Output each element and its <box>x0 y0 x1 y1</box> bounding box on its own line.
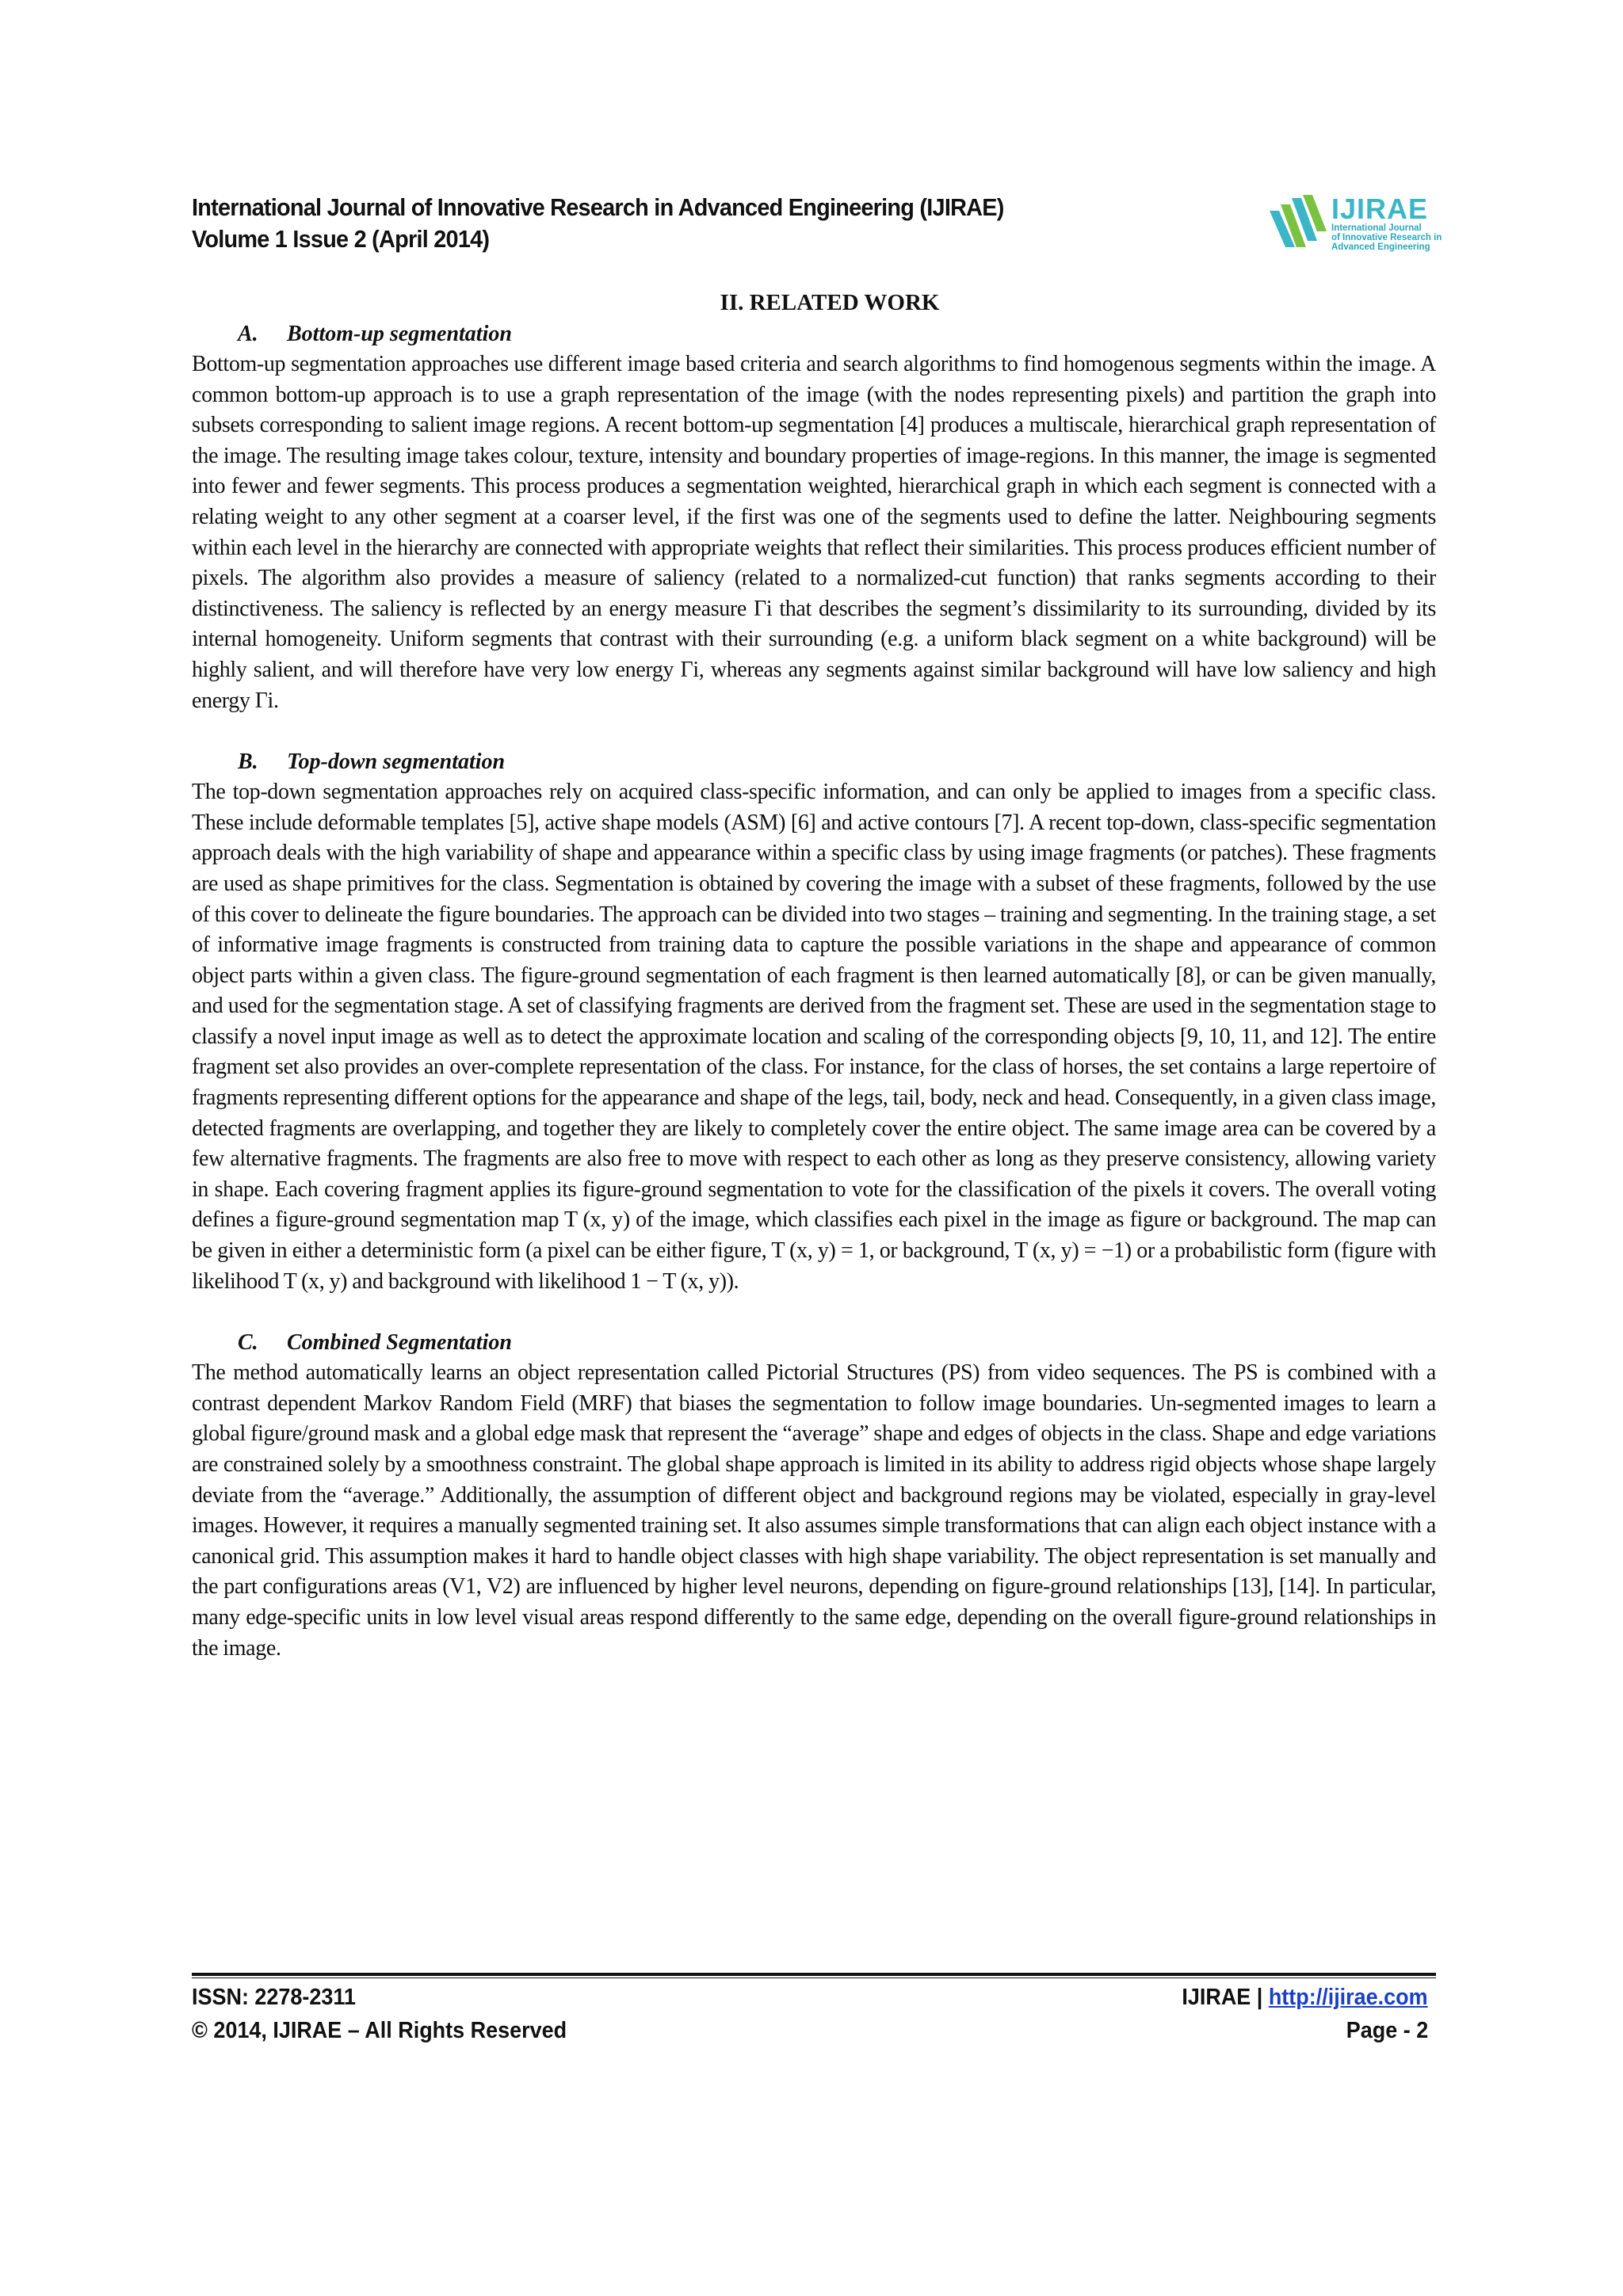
page-header <box>192 192 1436 255</box>
section-title: II. RELATED WORK <box>720 290 940 315</box>
logo-subtitle-line-2: of Innovative Research in <box>1331 233 1442 242</box>
journal-name: International Journal of Innovative Research in Advanced Engineering (IJIRAE) <box>192 193 1004 221</box>
logo-subtitle-line-3: Advanced Engineering <box>1331 242 1430 252</box>
subsection-heading-c <box>238 1327 1436 1358</box>
logo-subtitle-line-1: International Journal <box>1331 223 1422 233</box>
paragraph-combined: The method automatically learns an object representation called Pictorial Structures (PS) from video sequences. The PS is combined with a contrast dependent Markov Random Field (MRF) that biases the segmentation to follow image boundaries. Un-segmented images to learn a global figure/ground mask and a global edge mask that represent the “average” shape and edges of objects in the class. Shape and edge variations are constrained solely by a smoothness constraint. The global shape approach is limited in its ability to address rigid objects whose shape largely deviate from the “average.” Additionally, the assumption of different object and background regions may be violated, especially in gray-level images. However, it requires a manually segmented training set. It also assumes simple transformations that can align each object instance with a canonical grid. This assumption makes it hard to handle object classes with high shape variability. The object representation is set manually and the part configurations areas (V1, V2) are influenced by higher level neurons, depending on figure-ground relationships [13], [14]. In particular, many edge-specific units in low level visual areas respond differently to the same edge, depending on the overall figure-ground relationships in the image. <box>192 1360 1436 1661</box>
footer-journal-link <box>1182 1981 1428 2014</box>
subsection-label: B. <box>238 749 258 775</box>
ijirae-logo <box>1268 195 1442 254</box>
page-footer <box>192 1981 1428 2047</box>
subsection-heading-a <box>238 318 1436 349</box>
paragraph-top-down: The top-down segmentation approaches rely on acquired class-specific information, and can only be applied to images from a specific class. These include deformable templates [5], active shape models (ASM) [6] and active contours [7]. A recent top-down, class-specific segmentation approach deals with the high variability of shape and appearance within a specific class by using image fragments (or patches). These fragments are used as shape primitives for the class. Segmentation is obtained by covering the image with a subset of these fragments, followed by the use of this cover to delineate the figure boundaries. The approach can be divided into two stages – training and segmenting. In the training stage, a set of informative image fragments is constructed from training data to capture the possible variations in the shape and appearance of common object parts within a given class. The figure-ground segmentation of each fragment is then learned automatically [8], or can be given manually, and used for the segmentation stage. A set of classifying fragments are derived from the fragment set. These are used in the segmentation stage to classify a novel input image as well as to detect the approximate location and scaling of the corresponding objects [9, 10, 11, and 12]. The entire fragment set also provides an over-complete representation of the class. For instance, for the class of horses, the set contains a large repertoire of fragments representing different options for the appearance and shape of the legs, tail, body, neck and head. Consequently, in a given class image, detected fragments are overlapping, and together they are likely to completely cover the entire object. The same image area can be covered by a few alternative fragments. The fragments are also free to move with respect to each other as long as they preserve consistency, allowing variety in shape. Each covering fragment applies its figure-ground segmentation to vote for the classification of the pixels it covers. The overall voting defines a figure-ground segmentation map T (x, y) of the image, which classifies each pixel in the image as figure or background. The map can be given in either a deterministic form (a pixel can be either figure, T (x, y) = 1, or background, T (x, y) = −1) or a probabilistic form (figure with likelihood T (x, y) and background with likelihood 1 − T (x, y)). <box>192 780 1436 1294</box>
paragraph-bottom-up: Bottom-up segmentation approaches use different image based criteria and search algorithms to find homogenous segments within the image. A common bottom-up approach is to use a graph representation of the image (with the nodes representing pixels) and partition the graph into subsets corresponding to salient image regions. A recent bottom-up segmentation [4] produces a multiscale, hierarchical graph representation of the image. The resulting image takes colour, texture, intensity and boundary properties of image-regions. In this manner, the image is segmented into fewer and fewer segments. This process produces a segmentation weighted, hierarchical graph in which each segment is connected with a relating weight to any other segment at a coarser level, if the first was one of the segments used to define the latter. Neighbouring segments within each level in the hierarchy are connected with appropriate weights that reflect their similarities. This process produces efficient number of pixels. The algorithm also provides a measure of saliency (related to a normalized-cut function) that ranks segments according to their distinctiveness. The saliency is reflected by an energy measure Γi that describes the segment’s dissimilarity to its surrounding, divided by its internal homogeneity. Uniform segments that contrast with their surrounding (e.g. a uniform black segment on a white background) will be highly salient, and will therefore have very low energy Γi, whereas any segments against similar background will have low saliency and high energy Γi. <box>192 352 1436 713</box>
subsection-title: Bottom-up segmentation <box>287 322 512 346</box>
journal-short: IJIRAE | <box>1182 1985 1270 2010</box>
footer-divider <box>192 1973 1436 1976</box>
subsection-title: Combined Segmentation <box>287 1330 512 1356</box>
subsection-label: A. <box>238 322 258 346</box>
logo-mark-icon <box>1268 195 1331 254</box>
subsection-label: C. <box>238 1330 258 1356</box>
subsection-title: Top-down segmentation <box>287 749 506 775</box>
issn: ISSN: 2278-2311 <box>192 1985 356 2010</box>
journal-url-link[interactable]: http://ijirae.com <box>1269 1985 1428 2010</box>
subsection-heading-b <box>238 746 1436 777</box>
journal-volume: Volume 1 Issue 2 (April 2014) <box>192 225 490 253</box>
copyright: © 2014, IJIRAE – All Rights Reserved <box>192 2018 567 2043</box>
page-number: Page - 2 <box>1346 2018 1428 2043</box>
logo-name: IJIRAE <box>1331 193 1429 225</box>
article-body <box>192 287 1436 1664</box>
